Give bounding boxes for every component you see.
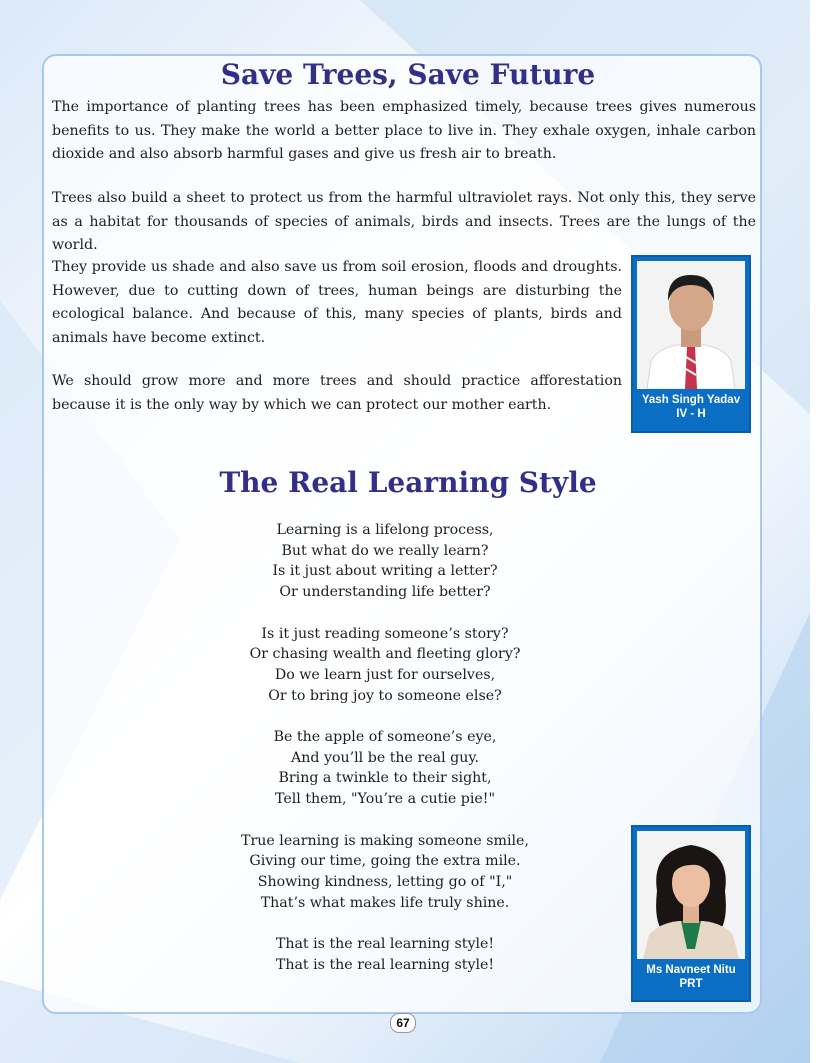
author-name: Ms Navneet Nitu bbox=[646, 964, 736, 976]
poem-line: Showing kindness, letting go of "I," bbox=[257, 873, 513, 890]
author-card-navneet bbox=[631, 825, 751, 1002]
article-title-save-trees: Save Trees, Save Future bbox=[220, 58, 596, 91]
poem-stanza bbox=[0, 624, 770, 707]
poem-line: True learning is making someone smile, bbox=[241, 832, 529, 849]
poem-line: Learning is a lifelong process, bbox=[276, 522, 494, 538]
poem-line: Giving our time, going the extra mile. bbox=[249, 853, 521, 870]
author-photo-boy bbox=[637, 261, 745, 389]
author-caption bbox=[633, 963, 749, 991]
poem-line: That is the real learning style! bbox=[275, 956, 495, 973]
poem-line: And you’ll be the real guy. bbox=[290, 749, 480, 766]
poem-line: Be the apple of someone’s eye, bbox=[273, 729, 497, 745]
author-class: IV - H bbox=[676, 408, 706, 420]
poem-line: Bring a twinkle to their sight, bbox=[278, 770, 492, 787]
paragraph-2: Trees also build a sheet to protect us from the harmful ultraviolet rays. Not only this, they serve as a habitat for thousands of species of animals, birds and insects. Trees are the lungs of the world. bbox=[52, 190, 756, 253]
paragraph-3: They provide us shade and also save us from soil erosion, floods and droughts. However, due to cutting down of trees, human beings are disturbing the ecological balance. And because of this, many species of plants, birds and animals have become extinct. bbox=[52, 259, 622, 346]
poem-line: Do we learn just for ourselves, bbox=[274, 666, 496, 683]
poem-line: That’s what makes life truly shine. bbox=[260, 894, 510, 911]
poem-line: That is the real learning style! bbox=[275, 936, 495, 952]
page-number: 67 bbox=[390, 1013, 416, 1033]
author-role: PRT bbox=[679, 978, 703, 990]
poem-stanza bbox=[0, 727, 770, 810]
poem-line: Is it just about writing a letter? bbox=[272, 563, 498, 580]
poem-line: Tell them, "You’re a cutie pie!" bbox=[274, 791, 496, 808]
author-caption bbox=[633, 393, 749, 421]
author-photo-woman bbox=[637, 831, 745, 959]
poem-line: Or to bring joy to someone else? bbox=[268, 687, 502, 704]
paragraph-1: The importance of planting trees has been emphasized timely, because trees gives numerous benefits to us. They make the world a better place to live in. They exhale oxygen, inhale carbon dioxide and also absorb harmful gases and give us fresh air to breath. bbox=[52, 99, 756, 162]
author-name: Yash Singh Yadav bbox=[641, 394, 741, 406]
poem-line: Is it just reading someone’s story? bbox=[261, 625, 509, 642]
poem-stanza bbox=[0, 520, 770, 603]
article-title-learning-style: The Real Learning Style bbox=[219, 466, 597, 499]
poem-line: Or chasing wealth and fleeting glory? bbox=[249, 646, 521, 663]
poem-line: Or understanding life better? bbox=[279, 584, 491, 601]
author-card-yash bbox=[631, 255, 751, 433]
paragraph-4: We should grow more and more trees and should practice afforestation because it is the only way by which we can protect our mother earth. bbox=[52, 373, 622, 413]
poem-line: But what do we really learn? bbox=[281, 542, 489, 559]
